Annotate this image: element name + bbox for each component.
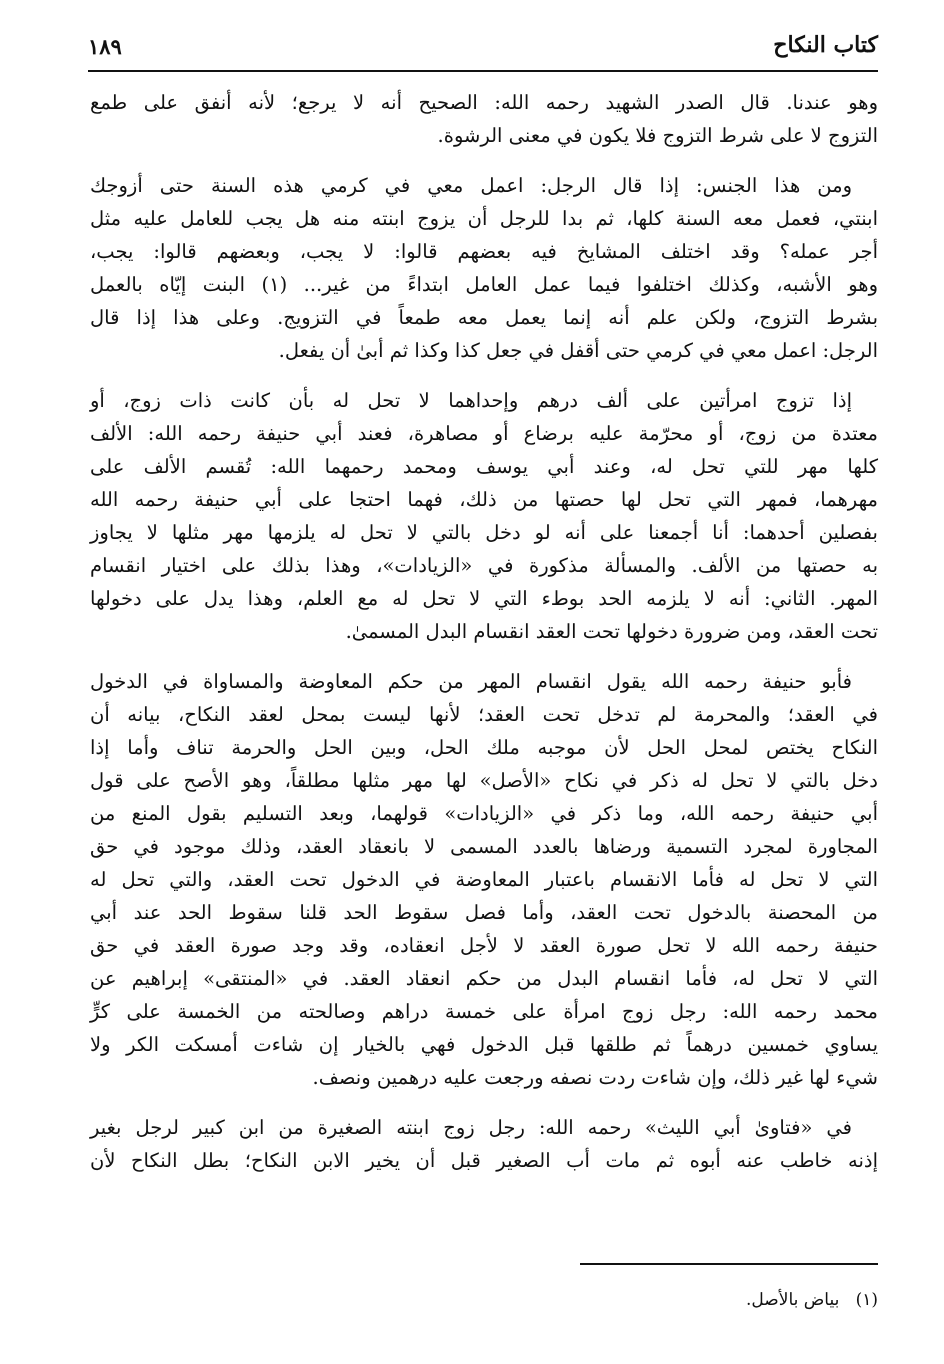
text-line: تحت العقد، ومن ضرورة دخولها تحت العقد انقسام البدل المسمىٰ.: [345, 620, 878, 643]
paragraph: [90, 384, 878, 648]
text-line: وهو الأشبه، وكذلك اختلفوا فيما عمل العامل ابتداءً من غير... (١) البنت إيّاه بالعمل: [90, 273, 878, 296]
text-line: بفصلين أحدهما: أنا أجمعنا على أنه لو دخل بالتي لا تحل له يلزمها مهر مثلها لا يجاوز: [90, 521, 878, 544]
text-line: التي لا تحل له فأما الانقسام باعتبار المعاوضة في الدخول تحت العقد، والتي تحل له: [90, 868, 878, 891]
text-line: المجاورة لمجرد التسمية ورضاها بالعدد المسمى لا بانعقاد العقد، وذلك موجود في حق: [90, 835, 878, 858]
text-line: في العقد؛ والمحرمة لم تدخل تحت العقد؛ لأنها ليست بمحل لعقد النكاح، بيانه أن: [90, 703, 878, 726]
text-line: شيء لها غير ذلك، وإن شاءت ردت نصفه ورجعت عليه درهمين ونصف.: [312, 1066, 878, 1089]
text-line: حنيفة رحمه الله لا تحل صورة العقد لا لأجل انعقاده، وقد وجد صورة العقد في حق: [90, 934, 878, 957]
header-rule: [88, 70, 878, 72]
chapter-title: كتاب النكاح: [773, 32, 878, 58]
text-line: أبي حنيفة رحمه الله، وما ذكر في «الزيادات» قولهما، وبعد التسليم بقول المنع من: [90, 802, 878, 825]
text-line: به حصتها من الألف. والمسألة مذكورة في «الزيادات»، وهذا بذلك على اختيار انقسام: [90, 554, 878, 577]
text-line: النكاح يختص لمحل الحل لأن موجبه ملك الحل، وبين الحل والحرمة تناف وأما إذا: [90, 736, 878, 759]
text-line: من المحصنة بالدخول تحت العقد، وأما فصل سقوط الحد قلنا سقوط الحد عند أبي: [90, 901, 878, 924]
text-line: مهرهما، فمهر التي تحل لها حصتها من ذلك، فهما احتجا على أبي حنيفة رحمه الله: [90, 488, 878, 511]
text-line: التي لا تحل له، فأما انقسام البدل من حكم انعقاد العقد. في «المنتقى» إبراهيم عن: [90, 967, 878, 990]
running-header: [88, 28, 878, 68]
text-line: يساوي خمسين درهماً ثم طلقها قبل الدخول فهي بالخيار إن شاءت أمسكت الكر ولا: [90, 1033, 878, 1056]
footnote: [746, 1290, 878, 1310]
page-number: ١٨٩: [88, 34, 122, 59]
footnote-text: بياض بالأصل.: [746, 1290, 840, 1310]
text-line: التزوج لا على شرط التزوج فلا يكون في معنى الرشوة.: [437, 124, 878, 147]
paragraph: [90, 86, 878, 152]
text-line: ابنتي، فعمل معه السنة كلها، ثم بدا للرجل أن يزوج ابنته منه هل يجب للعامل عليه مثل: [90, 207, 878, 230]
paragraph: [90, 665, 878, 1094]
text-line: كلها مهر للتي تحل له، وعند أبي يوسف ومحمد رحمهما الله: تُقسم الألف على: [90, 455, 878, 478]
text-line: بشرط التزوج، ولكن علم أنه إنما يعمل معه طمعاً في التزويج. وعلى هذا إذا قال: [90, 306, 878, 329]
text-line: المهر. الثاني: أنه لا يلزمه الحد بوطء التي لا تحل له مع العلم، وهذا يدل على دخولها: [90, 587, 878, 610]
footnote-marker: (١): [855, 1290, 878, 1310]
paragraph: [90, 1111, 878, 1177]
text-line: إذنه خاطب عنه أبوه ثم مات أب الصغير قبل أن يخير الابن النكاح؛ بطل النكاح لأن: [90, 1149, 878, 1172]
paragraph: [90, 169, 878, 367]
text-line: إذا تزوج امرأتين على ألف درهم وإحداهما لا تحل له بأن كانت ذات زوج، أو: [90, 389, 852, 412]
text-line: محمد رحمه الله: رجل زوج امرأة على خمسة دراهم وصالحته من الخمسة على كرٍّ: [90, 1000, 878, 1023]
text-line: في «فتاوىٰ أبي الليث» رحمه الله: رجل زوج ابنته الصغيرة من ابن كبير لرجل بغير: [90, 1116, 852, 1139]
footnote-rule: [580, 1263, 878, 1265]
text-line: أجر عمله؟ وقد اختلف المشايخ فيه بعضهم قالوا: لا يجب، وبعضهم قالوا: يجب،: [90, 240, 878, 263]
text-line: معتدة من زوج، أو محرّمة عليه برضاع أو مصاهرة، فعند أبي حنيفة رحمه الله: الألف: [90, 422, 878, 445]
text-line: ومن هذا الجنس: إذا قال الرجل: اعمل معي في كرمي هذه السنة حتى أزوجك: [90, 174, 852, 197]
body-text: [90, 86, 878, 1194]
text-line: الرجل: اعمل معي في كرمي حتى أقفل في جعل كذا وكذا ثم أبىٰ أن يفعل.: [278, 339, 878, 362]
text-line: وهو عندنا. قال الصدر الشهيد رحمه الله: الصحيح أنه لا يرجع؛ لأنه أنفق على طمع: [90, 91, 878, 114]
text-line: فأبو حنيفة رحمه الله يقول انقسام المهر من حكم المعاوضة والمساواة في الدخول: [90, 670, 852, 693]
text-line: دخل بالتي لا تحل له ذكر في نكاح «الأصل» لها مهر مثلها مطلقاً، وهو الأصح على قول: [90, 769, 878, 792]
